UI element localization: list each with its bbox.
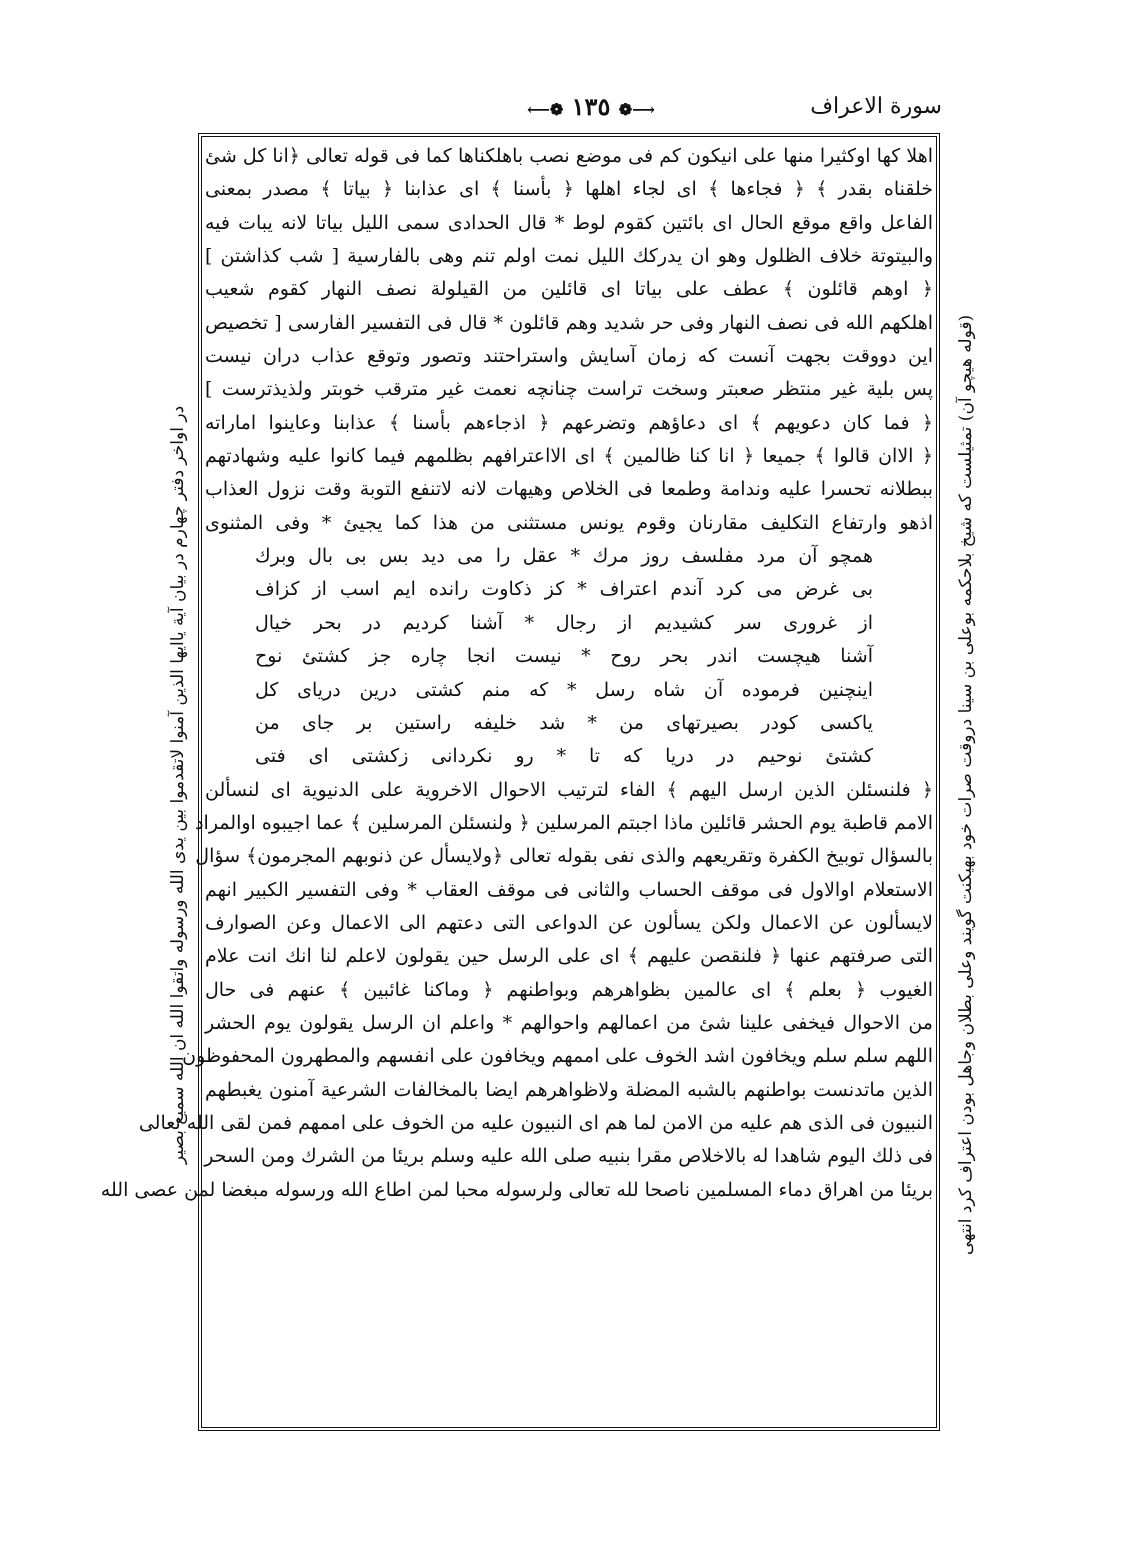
surah-title: سورة الاعراف [810,94,942,119]
text-line: ببطلانه تحسرا عليه وندامة وطمعا فى الخلاص وهيهات لانه لاتنفع التوبة وقت نزول العذاب [205,478,933,501]
text-line: لايسألون عن الاعمال ولكن يسألون عن الدواعى التى دعتهم الى الاعمال وعن الصوارف [205,911,933,934]
text-line: الذين ماتدنست بواطنهم بالشبه المضلة ولاظواهرهم ايضا بالمخالفات الشرعية آمنون يغبطهم [205,1078,933,1101]
verse-line: بى غرض مى كرد آندم اعتراف * كز ذكاوت رانده ايم اسب از كزاف [255,578,873,601]
ornament-left-icon: ⟵❁ [526,100,564,119]
text-line: التى صرفتهم عنها ﴿ فلنقصن عليهم ﴾ اى على الرسل حين يقولون لاعلم لنا انك انت علام [205,945,933,968]
text-line: النبيون فى الذى هم عليه من الامن لما هم اى النبيون عليه من الخوف على اممهم فمن لقى الله تعالى [138,1111,933,1134]
page-number-block [506,92,676,121]
text-line: ﴿ فما كان دعويهم ﴾ اى دعاؤهم وتضرعهم ﴿ اذجاءهم بأسنا ﴾ عذابنا وعاينوا اماراته [205,411,933,434]
text-line: فى ذلك اليوم شاهدا له بالاخلاص مقرا بنبيه صلى الله عليه وسلم بريئا من الشرك ومن السحر [204,1145,933,1168]
text-line: والبيتوتة خلاف الظلول وهو ان يدركك الليل نمت اولم تنم وهى بالفارسية [ شب كذاشتن ] [205,245,933,268]
text-line: ﴿ اوهم قائلون ﴾ عطف على بياتا اى قائلين من القيلولة نصف النهار كقوم شعيب [205,278,933,301]
text-line: الغيوب ﴿ بعلم ﴾ اى عالمين بظواهرهم وبواطنهم ﴿ وماكنا غائبين ﴾ عنهم فى حال [205,978,933,1001]
verse-line: اينچنين فرموده آن شاه رسل * كه منم كشتى درين درياى كل [255,678,873,701]
text-line: من الاحوال فيخفى علينا شئ من اعمالهم واحوالهم * واعلم ان الرسل يقولون يوم الحشر [205,1011,933,1034]
text-line: الاستعلام اوالاول فى موقف الحساب والثانى فى موقف العقاب * وفى التفسير الكبير انهم [205,878,933,901]
text-line: ﴿ الاان قالوا ﴾ جميعا ﴿ انا كنا ظالمين ﴾ اى الااعترافهم بظلمهم فيما كانوا عليه وشهادتهم [205,445,933,468]
text-line: اذهو وارتفاع التكليف مقارنان وقوم يونس مستثنى من هذا كما يجيئ * وفى المثنوى [205,511,933,534]
margin-note-right-text: (قوله هيچو آن) تمثيلست كه شيخ بلاحكمه بوعلى بن سينا دروقت صرات خود بهيكنت گويند وعلى بطلان وجاهل بودن اعتراف كرد انتهى [956,314,976,1256]
page-number: ١٣٥ [571,92,611,121]
verse-line: از غرورى سر كشيديم از رجال * آشنا كرديم در بحر خيال [255,611,873,634]
text-line: اهلكهم الله فى نصف النهار وفى حر شديد وهم قائلون * قال فى التفسير الفارسى [ تخصيص [205,311,933,334]
text-line: ﴿ فلنسئلن الذين ارسل اليهم ﴾ الفاء لترتيب الاحوال الاخروية على الدنيوية اى لنسألن [205,778,933,801]
ornament-right-icon: ❁⟶ [618,100,656,119]
text-line: خلقناه بقدر ﴾ ﴿ فجاءها ﴾ اى لجاء اهلها ﴿ بأسنا ﴾ اى عذابنا ﴿ بياتا ﴾ مصدر بمعنى [205,178,933,201]
text-line: اين دووقت بجهت آنست كه زمان آسايش واستراحتند وتصور وتوقع عذاب دران نيست [205,345,933,368]
text-line: بالسؤال توبيخ الكفرة وتقريعهم والذى نفى بقوله تعالى ﴿ولايسأل عن ذنوبهم المجرمون﴾ سؤال [195,845,933,868]
text-line: پس بلية غير منتظر صعبتر وسخت تراست چنانچه نعمت غير مترقب خوبتر ولذيذترست ] [205,378,933,401]
verse-line: ياكسى كودر بصيرتهاى من * شد خليفه راستين بر جاى من [255,711,873,734]
verse-line: كشتئ نوحيم در دريا كه تا * رو نكردانى زكشتى اى فتى [255,745,873,768]
margin-note-left [158,140,198,1430]
margin-note-left-text: در اواخر دفتر چهارم در بيان آية ياايها الذين آمنوا لاتقدموا بين يدى الله ورسوله واتقوا الله ان الله سميع بصير [168,405,188,1165]
text-line: الامم قاطبة يوم الحشر قائلين ماذا اجبتم المرسلين ﴿ ولنسئلن المرسلين ﴾ عما اجيبوه اوالمراد [195,811,933,834]
text-line: بريئا من اهراق دماء المسلمين ناصحا لله تعالى ولرسوله محبا لمن اطاع الله ورسوله مبغضا لمن عصى الله [100,1178,933,1201]
margin-note-right [946,140,986,1430]
text-line: اهلا كها اوكثيرا منها على انيكون كم فى موضع نصب باهلكناها كما فى قوله تعالى ﴿انا كل شئ [205,145,933,167]
verse-line: همچو آن مرد مفلسف روز مرك * عقل را مى ديد بس بى بال وبرك [255,545,873,568]
page-header [198,92,942,132]
text-line: الفاعل واقع موقع الحال اى بائتين كقوم لوط * قال الحدادى سمى الليل بياتا لانه يبات فيه [205,211,933,234]
verse-line: آشنا هيچست اندر بحر روح * نيست انجا چاره جز كشتئ نوح [255,645,873,668]
text-line: اللهم سلم سلم ويخافون اشد الخوف على اممهم ويخافون على انفسهم والمطهرون المحفوظون [182,1045,933,1068]
